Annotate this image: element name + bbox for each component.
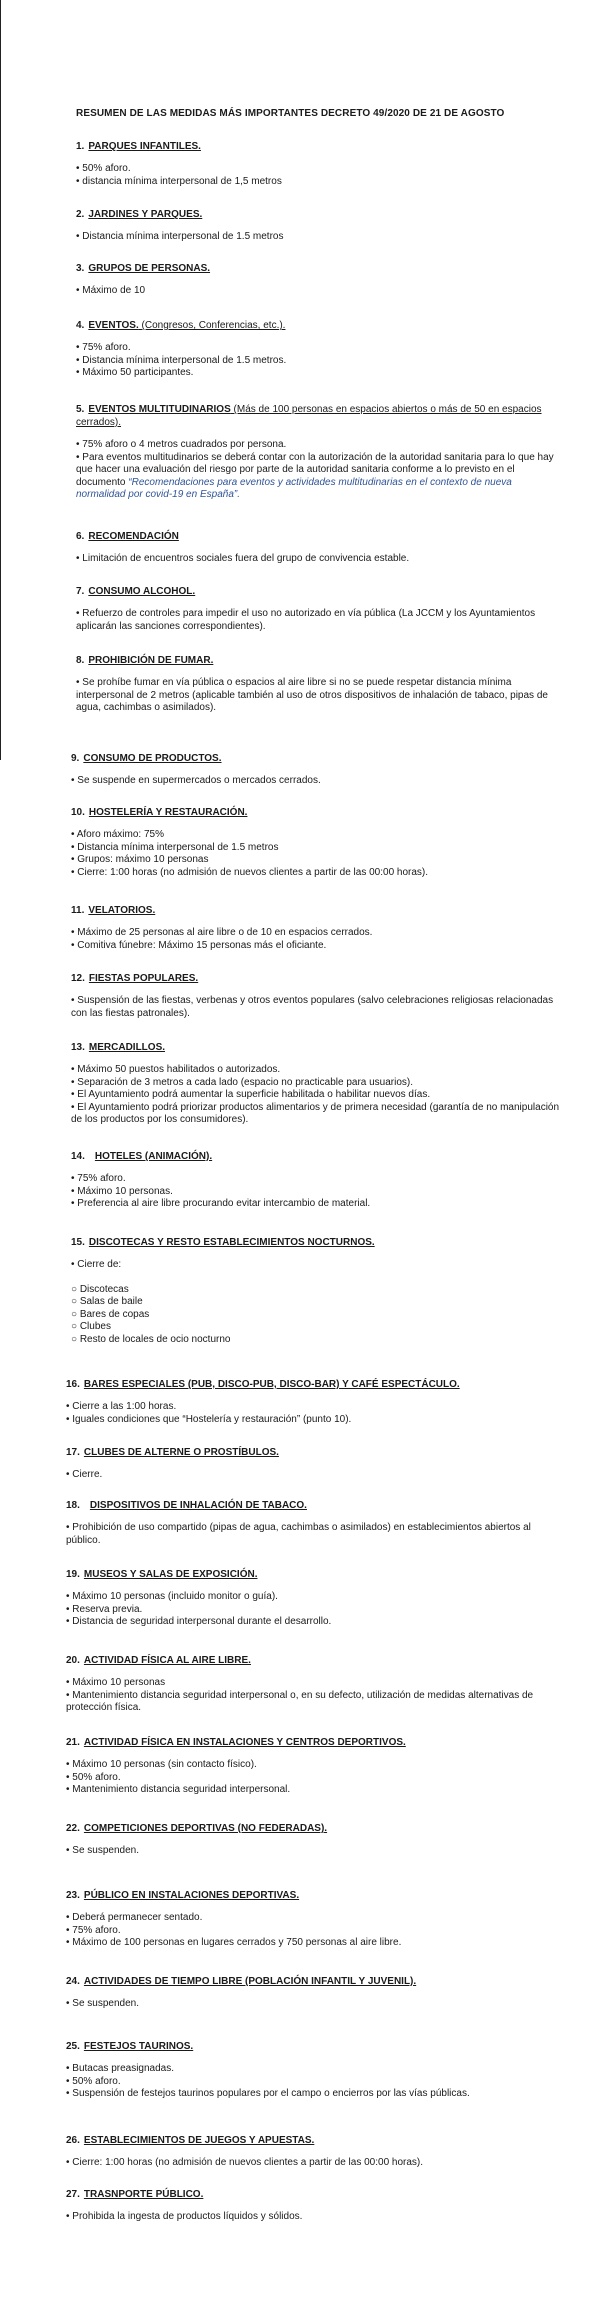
- list-item: • Máximo 10 personas (sin contacto físico).: [66, 1759, 257, 1770]
- section-1: [76, 140, 560, 188]
- section-items: [71, 775, 560, 788]
- list-item: • Distancia mínima interpersonal de 1.5 metros.: [76, 354, 287, 366]
- list-item: • Suspensión de festejos taurinos populares por el campo o encierros por las vías públicas.: [66, 2088, 470, 2100]
- document-citation: “Recomendaciones para eventos y actividades multitudinarias en el contexto de nueva normalidad por covid-19 en España”.: [76, 476, 512, 501]
- document-title: RESUMEN DE LAS MEDIDAS MÁS IMPORTANTES DECRETO 49/2020 DE 21 DE AGOSTO: [76, 108, 505, 119]
- section-number: 26.: [66, 2135, 80, 2146]
- sub-list-item: ○ Clubes: [71, 1321, 111, 1333]
- list-item: • 50% aforo.: [66, 2075, 121, 2087]
- list-item: • Cierre.: [66, 1469, 103, 1480]
- section-heading-text: MERCADILLOS.: [88, 1042, 166, 1053]
- section-heading-note: (Congresos, Conferencias, etc.).: [138, 320, 286, 331]
- list-item: • Mantenimiento distancia seguridad interpersonal.: [66, 1784, 291, 1796]
- section-heading: [76, 403, 560, 429]
- section-10: [71, 806, 560, 879]
- section-6: [76, 530, 560, 566]
- section-22: [66, 1822, 560, 1858]
- list-item: • Distancia de seguridad interpersonal durante el desarrollo.: [66, 1616, 332, 1628]
- section-items: [66, 1401, 560, 1426]
- section-heading: [71, 752, 560, 765]
- list-item: • Cierre de:: [71, 1259, 122, 1270]
- section-number: 27.: [66, 2189, 80, 2200]
- sub-list-item: ○ Salas de baile: [71, 1296, 143, 1308]
- section-heading-text: PARQUES INFANTILES.: [88, 141, 201, 152]
- section-heading: [76, 654, 560, 667]
- section-11: [71, 904, 560, 952]
- page-left-border: [0, 0, 1, 760]
- list-item: • Máximo 10 personas.: [71, 1185, 173, 1197]
- section-8: [76, 654, 560, 715]
- section-items: [66, 1845, 560, 1858]
- section-heading: [71, 806, 560, 819]
- section-heading: [76, 208, 560, 221]
- section-16: [66, 1378, 560, 1426]
- section-heading-text: DISPOSITIVOS DE INHALACIÓN DE TABACO.: [89, 1500, 307, 1511]
- section-items: [76, 439, 560, 502]
- list-item: • 75% aforo.: [76, 342, 131, 353]
- section-heading-text: RECOMENDACIÓN: [88, 531, 179, 542]
- section-number: 17.: [66, 1447, 80, 1458]
- section-items: [66, 2211, 560, 2224]
- section-heading-text: ACTIVIDAD FÍSICA EN INSTALACIONES Y CENTROS DEPORTIVOS.: [83, 1737, 406, 1748]
- list-item: [76, 452, 560, 502]
- section-items: [66, 2157, 560, 2170]
- section-items: [76, 608, 560, 633]
- section-number: 13.: [71, 1042, 85, 1053]
- section-heading: [66, 2188, 560, 2201]
- section-heading-text: PROHIBICIÓN DE FUMAR.: [88, 655, 214, 666]
- section-number: 10.: [71, 807, 85, 818]
- list-item: • Distancia mínima interpersonal de 1.5 metros: [71, 841, 279, 853]
- list-item: • Prohibida la ingesta de productos líquidos y sólidos.: [66, 2211, 303, 2222]
- section-13: [71, 1041, 560, 1127]
- section-number: 22.: [66, 1823, 80, 1834]
- list-item: • 50% aforo.: [66, 1771, 121, 1783]
- list-item: • Butacas preasignadas.: [66, 2063, 175, 2074]
- section-items: [71, 1173, 560, 1211]
- section-number: 8.: [76, 655, 85, 666]
- section-12: [71, 972, 560, 1020]
- section-number: 25.: [66, 2041, 80, 2052]
- section-24: [66, 1975, 560, 2011]
- list-item: • Mantenimiento distancia seguridad interpersonal o, en su defecto, utilización de medidas alternativas de protección física.: [66, 1689, 534, 1714]
- section-25: [66, 2040, 560, 2101]
- section-heading: [76, 585, 560, 598]
- section-heading: [76, 262, 560, 275]
- section-number: 2.: [76, 209, 85, 220]
- section-23: [66, 1889, 560, 1950]
- section-items: [71, 1259, 560, 1347]
- section-15: [71, 1236, 560, 1347]
- section-heading: [71, 1236, 560, 1249]
- section-heading: [66, 1736, 560, 1749]
- section-items: [71, 995, 560, 1020]
- section-items: [71, 829, 560, 879]
- list-item: [71, 1272, 560, 1284]
- section-number: 24.: [66, 1976, 80, 1987]
- section-heading: [66, 2134, 560, 2147]
- section-number: 1.: [76, 141, 85, 152]
- section-number: 12.: [71, 973, 85, 984]
- section-heading-text: HOSTELERÍA Y RESTAURACIÓN.: [88, 807, 248, 818]
- section-heading-text: DISCOTECAS Y RESTO ESTABLECIMIENTOS NOCTURNOS.: [88, 1237, 375, 1248]
- list-item: • Cierre: 1:00 horas (no admisión de nuevos clientes a partir de las 00:00 horas).: [66, 2157, 424, 2168]
- section-heading-text: CONSUMO ALCOHOL.: [88, 586, 196, 597]
- section-heading-text: TRASNPORTE PÚBLICO.: [83, 2189, 204, 2200]
- section-heading-text: ESTABLECIMIENTOS DE JUEGOS Y APUESTAS.: [83, 2135, 315, 2146]
- section-items: [76, 163, 560, 188]
- list-item: • Máximo 10 personas: [66, 1677, 166, 1688]
- list-item-text: • Para eventos multitudinarios se deberá contar con la autorización de la autoridad sanitaria para lo que hay que hacer una evaluación del riesgo por parte de la autoridad sanitaria conforme a lo previsto en el documento: [76, 451, 554, 488]
- list-item: • Comitiva fúnebre: Máximo 15 personas más el oficiante.: [71, 939, 327, 951]
- section-number: 16.: [66, 1379, 80, 1390]
- list-item: • Reserva previa.: [66, 1603, 143, 1615]
- section-items: [76, 285, 560, 298]
- section-items: [66, 1677, 560, 1715]
- section-heading: [66, 1822, 560, 1835]
- section-heading: [76, 140, 560, 153]
- list-item: • Se suspenden.: [66, 1998, 139, 2009]
- list-item: • 75% aforo.: [71, 1173, 126, 1184]
- section-heading: [66, 1378, 560, 1391]
- section-14: [71, 1150, 560, 1211]
- section-items: [66, 1522, 560, 1547]
- section-27: [66, 2188, 560, 2224]
- list-item: • Grupos: máximo 10 personas: [71, 854, 209, 866]
- section-heading-text: FIESTAS POPULARES.: [88, 973, 199, 984]
- sub-list-item: ○ Resto de locales de ocio nocturno: [71, 1333, 231, 1345]
- section-21: [66, 1736, 560, 1797]
- section-heading: [66, 1568, 560, 1581]
- list-item: • 75% aforo.: [66, 1924, 121, 1936]
- section-heading-text: JARDINES Y PARQUES.: [88, 209, 203, 220]
- list-item: • Deberá permanecer sentado.: [66, 1912, 203, 1923]
- section-heading-note: (Más de 100 personas en espacios abiertos o más de 50 en espacios cerrados).: [76, 404, 542, 428]
- list-item: • El Ayuntamiento podrá priorizar productos alimentarios y de primera necesidad (garantía de no manipulación de los productos por los consumidores).: [71, 1101, 560, 1126]
- section-number: 6.: [76, 531, 85, 542]
- section-heading-text: CONSUMO DE PRODUCTOS.: [83, 753, 222, 764]
- section-items: [76, 231, 560, 244]
- section-items: [66, 1469, 560, 1482]
- section-items: [66, 1759, 560, 1797]
- section-items: [66, 1998, 560, 2011]
- list-item: • Separación de 3 metros a cada lado (espacio no practicable para usuarios).: [71, 1076, 414, 1088]
- section-heading: [66, 1499, 560, 1512]
- list-item: • Iguales condiciones que “Hostelería y restauración” (punto 10).: [66, 1413, 352, 1425]
- list-item: • Aforo máximo: 75%: [71, 829, 164, 840]
- section-number: 11.: [71, 905, 85, 916]
- section-items: [71, 1064, 560, 1127]
- list-item: • 50% aforo.: [76, 163, 131, 174]
- section-number: 5.: [76, 404, 85, 415]
- section-26: [66, 2134, 560, 2170]
- section-heading: [76, 530, 560, 543]
- list-item: • Se suspende en supermercados o mercados cerrados.: [71, 775, 321, 786]
- section-number: 18.: [66, 1500, 80, 1511]
- list-item: • 75% aforo o 4 metros cuadrados por persona.: [76, 439, 287, 450]
- list-item: • Cierre: 1:00 horas (no admisión de nuevos clientes a partir de las 00:00 horas).: [71, 866, 429, 878]
- section-heading-text: EVENTOS.: [88, 320, 139, 331]
- list-item: • Máximo de 25 personas al aire libre o de 10 en espacios cerrados.: [71, 927, 373, 938]
- list-item: • Limitación de encuentros sociales fuera del grupo de convivencia estable.: [76, 553, 410, 564]
- section-heading: [66, 1654, 560, 1667]
- section-number: 19.: [66, 1569, 80, 1580]
- section-number: 9.: [71, 753, 80, 764]
- section-number: 4.: [76, 320, 85, 331]
- section-heading-text: BARES ESPECIALES (PUB, DISCO-PUB, DISCO-BAR) Y CAFÉ ESPECTÁCULO.: [83, 1379, 460, 1390]
- section-number: 23.: [66, 1890, 80, 1901]
- section-number: 3.: [76, 263, 85, 274]
- section-heading-text: COMPETICIONES DEPORTIVAS (NO FEDERADAS).: [83, 1823, 328, 1834]
- section-heading-text: HOTELES (ANIMACIÓN).: [94, 1151, 213, 1162]
- section-17: [66, 1446, 560, 1482]
- section-number: 14.: [71, 1151, 85, 1162]
- section-number: 21.: [66, 1737, 80, 1748]
- sub-list-item: ○ Discotecas: [71, 1283, 129, 1295]
- section-heading: [66, 1889, 560, 1902]
- list-item: • Máximo 50 participantes.: [76, 367, 194, 379]
- list-item: • Se prohíbe fumar en vía pública o espacios al aire libre si no se puede respetar distancia mínima interpersonal de 2 metros (aplicable también al uso de otros dispositivos de inhalación de tabaco, pipas de agua, cachimbas o asimilados).: [76, 677, 548, 714]
- list-item: • distancia mínima interpersonal de 1,5 metros: [76, 175, 282, 187]
- section-heading-text: FESTEJOS TAURINOS.: [83, 2041, 194, 2052]
- list-item: • El Ayuntamiento podrá aumentar la superficie habilitada o habilitar nuevos días.: [71, 1089, 431, 1101]
- section-heading: [71, 972, 560, 985]
- section-heading-text: PÚBLICO EN INSTALACIONES DEPORTIVAS.: [83, 1890, 300, 1901]
- section-items: [66, 1591, 560, 1629]
- list-item: • Distancia mínima interpersonal de 1.5 metros: [76, 231, 284, 242]
- section-heading-text: GRUPOS DE PERSONAS.: [88, 263, 211, 274]
- list-item: • Refuerzo de controles para impedir el uso no autorizado en vía pública (La JCCM y los Ayuntamientos aplicarán las sanciones correspondientes).: [76, 608, 536, 632]
- section-5: [76, 403, 560, 502]
- section-20: [66, 1654, 560, 1715]
- section-items: [76, 677, 560, 715]
- section-2: [76, 208, 560, 244]
- section-3: [76, 262, 560, 298]
- section-number: 15.: [71, 1237, 85, 1248]
- section-18: [66, 1499, 560, 1547]
- list-item: • Suspensión de las fiestas, verbenas y otros eventos populares (salvo celebraciones religiosas relacionadas con las fiestas patronales).: [71, 995, 554, 1019]
- list-item: • Cierre a las 1:00 horas.: [66, 1401, 177, 1412]
- section-items: [66, 1912, 560, 1950]
- section-7: [76, 585, 560, 633]
- section-heading: [66, 1975, 560, 1988]
- section-heading: [71, 1041, 560, 1054]
- section-items: [66, 2063, 560, 2101]
- section-heading-text: ACTIVIDADES DE TIEMPO LIBRE (POBLACIÓN INFANTIL Y JUVENIL).: [83, 1976, 417, 1987]
- section-items: [76, 553, 560, 566]
- section-items: [71, 927, 560, 952]
- section-9: [71, 752, 560, 788]
- section-heading-text: EVENTOS MULTITUDINARIOS: [88, 404, 231, 415]
- list-item: • Máximo de 10: [76, 285, 146, 296]
- list-item: • Máximo 10 personas (incluido monitor o guía).: [66, 1591, 278, 1602]
- section-heading: [66, 2040, 560, 2053]
- list-item: • Máximo de 100 personas en lugares cerrados y 750 personas al aire libre.: [66, 1937, 402, 1949]
- sub-list-item: ○ Bares de copas: [71, 1308, 150, 1320]
- section-heading-text: ACTIVIDAD FÍSICA AL AIRE LIBRE.: [83, 1655, 251, 1666]
- section-19: [66, 1568, 560, 1629]
- section-number: 20.: [66, 1655, 80, 1666]
- section-heading: [76, 319, 560, 332]
- list-item: • Preferencia al aire libre procurando evitar intercambio de material.: [71, 1198, 371, 1210]
- list-item: • Se suspenden.: [66, 1845, 139, 1856]
- section-heading-text: MUSEOS Y SALAS DE EXPOSICIÓN.: [83, 1569, 258, 1580]
- section-heading: [66, 1446, 560, 1459]
- section-items: [76, 342, 560, 380]
- section-heading-text: CLUBES DE ALTERNE O PROSTÍBULOS.: [83, 1447, 279, 1458]
- section-number: 7.: [76, 586, 85, 597]
- section-heading-text: VELATORIOS.: [88, 905, 156, 916]
- section-heading: [71, 1150, 560, 1163]
- list-item: • Máximo 50 puestos habilitados o autorizados.: [71, 1064, 281, 1075]
- section-heading: [71, 904, 560, 917]
- list-item: • Prohibición de uso compartido (pipas de agua, cachimbas o asimilados) en establecimientos abiertos al público.: [66, 1522, 531, 1546]
- section-4: [76, 319, 560, 380]
